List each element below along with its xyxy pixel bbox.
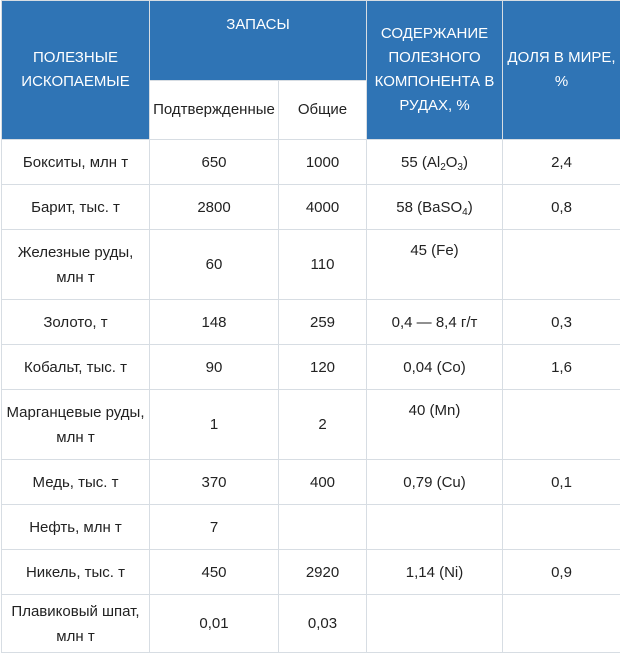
header-total: Общие: [279, 81, 367, 140]
total-value: 2920: [279, 550, 367, 595]
table-row: [2, 300, 620, 345]
share-value: 0,9: [503, 550, 620, 595]
table-row: [2, 345, 620, 390]
total-value: 2: [279, 390, 367, 460]
share-value: 0,1: [503, 460, 620, 505]
total-value: 259: [279, 300, 367, 345]
content-value: [367, 595, 503, 653]
minerals-table: [1, 0, 620, 653]
header-minerals: ПОЛЕЗНЫЕ ИСКОПАЕМЫЕ: [2, 1, 150, 140]
table-row: [2, 460, 620, 505]
content-value: 45 (Fe): [367, 230, 503, 300]
confirmed-value: 2800: [150, 185, 279, 230]
mineral-name: Нефть, млн т: [2, 505, 150, 550]
mineral-name: Плавиковый шпат, млн т: [2, 595, 150, 653]
confirmed-value: 148: [150, 300, 279, 345]
share-value: 0,8: [503, 185, 620, 230]
table-row: [2, 230, 620, 300]
mineral-name: Кобальт, тыс. т: [2, 345, 150, 390]
header-confirmed: Подтвержденные: [150, 81, 279, 140]
share-value: [503, 595, 620, 653]
mineral-name: Никель, тыс. т: [2, 550, 150, 595]
total-value: [279, 505, 367, 550]
share-value: 0,3: [503, 300, 620, 345]
header-share: ДОЛЯ В МИРЕ, %: [503, 1, 620, 140]
mineral-name: Марганцевые руды, млн т: [2, 390, 150, 460]
content-value: 0,4 — 8,4 г/т: [367, 300, 503, 345]
total-value: 120: [279, 345, 367, 390]
total-value: 110: [279, 230, 367, 300]
table-row: [2, 595, 620, 653]
table-row: [2, 390, 620, 460]
total-value: 0,03: [279, 595, 367, 653]
share-value: [503, 390, 620, 460]
content-value: 58 (BaSO$_4$): [367, 185, 503, 230]
confirmed-value: 450: [150, 550, 279, 595]
total-value: 4000: [279, 185, 367, 230]
table-row: [2, 140, 620, 185]
confirmed-value: 0,01: [150, 595, 279, 653]
header-content: СОДЕРЖАНИЕ ПОЛЕЗНОГО КОМПОНЕНТА В РУДАХ, %: [367, 1, 503, 140]
mineral-name: Бокситы, млн т: [2, 140, 150, 185]
share-value: [503, 230, 620, 300]
total-value: 1000: [279, 140, 367, 185]
content-value: 1,14 (Ni): [367, 550, 503, 595]
confirmed-value: 650: [150, 140, 279, 185]
confirmed-value: 1: [150, 390, 279, 460]
mineral-name: Железные руды, млн т: [2, 230, 150, 300]
content-value: 40 (Mn): [367, 390, 503, 460]
mineral-name: Золото, т: [2, 300, 150, 345]
table-row: [2, 185, 620, 230]
confirmed-value: 60: [150, 230, 279, 300]
share-value: 1,6: [503, 345, 620, 390]
table-row: [2, 550, 620, 595]
confirmed-value: 90: [150, 345, 279, 390]
header-reserves: ЗАПАСЫ: [150, 1, 367, 81]
mineral-name: Барит, тыс. т: [2, 185, 150, 230]
confirmed-value: 370: [150, 460, 279, 505]
table-row: [2, 505, 620, 550]
content-value: 55 $(Al_2O_3)$: [367, 140, 503, 185]
confirmed-value: 7: [150, 505, 279, 550]
share-value: 2,4: [503, 140, 620, 185]
content-value: 0,04 (Co): [367, 345, 503, 390]
table-header-row: [2, 1, 620, 81]
content-value: 0,79 (Cu): [367, 460, 503, 505]
mineral-name: Медь, тыс. т: [2, 460, 150, 505]
content-value: [367, 505, 503, 550]
share-value: [503, 505, 620, 550]
total-value: 400: [279, 460, 367, 505]
